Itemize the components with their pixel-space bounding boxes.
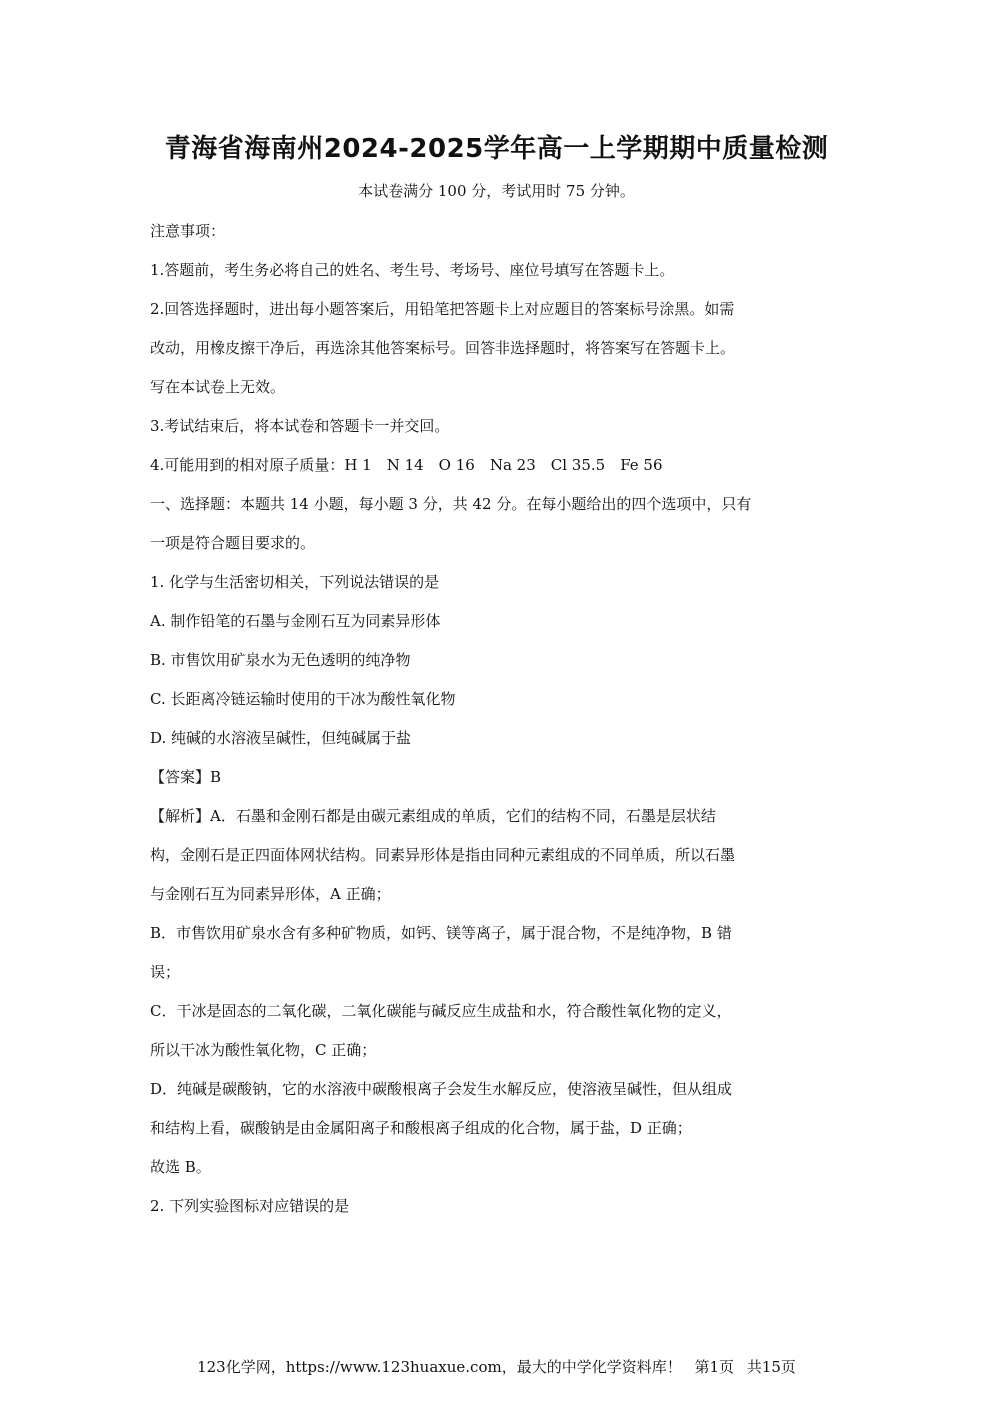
- analysis-b-cont: 误；: [150, 963, 181, 981]
- analysis-c-cont: 所以干冰为酸性氧化物，C 正确；: [150, 1041, 377, 1059]
- notice-item-1: 1.答题前，考生务必将自己的姓名、考生号、考场号、座位号填写在答题卡上。: [150, 261, 675, 279]
- analysis-a: 【解析】A．石墨和金刚石都是由碳元素组成的单质，它们的结构不同，石墨是层状结: [150, 807, 716, 825]
- footer-site: 123化学网，https://www.123huaxue.com，最大的中学化学资料库！: [197, 1358, 682, 1376]
- notice-item-2: 2.回答选择题时，进出每小题答案后，用铅笔把答题卡上对应题目的答案标号涂黑。如需: [150, 300, 735, 318]
- exam-info: 本试卷满分 100 分，考试用时 75 分钟。: [358, 182, 635, 200]
- footer-total-pages: 共15页: [746, 1358, 796, 1376]
- question-1: 1. 化学与生活密切相关，下列说法错误的是: [150, 573, 440, 591]
- conclusion: 故选 B。: [150, 1158, 211, 1176]
- option-a: A. 制作铅笔的石墨与金刚石互为同素异形体: [150, 612, 441, 630]
- analysis-a-cont: 与金刚石互为同素异形体，A 正确；: [150, 885, 391, 903]
- page-footer: [0, 1356, 993, 1377]
- analysis-d: D．纯碱是碳酸钠，它的水溶液中碳酸根离子会发生水解反应，使溶液呈碱性，但从组成: [150, 1080, 733, 1098]
- document-body: [150, 219, 835, 1233]
- question-2: 2. 下列实验图标对应错误的是: [150, 1197, 350, 1215]
- analysis-a-cont: 构，金刚石是正四面体网状结构。同素异形体是指由同种元素组成的不同单质，所以石墨: [150, 846, 736, 864]
- analysis-d-cont: 和结构上看，碳酸钠是由金属阳离子和酸根离子组成的化合物，属于盐，D 正确；: [150, 1119, 692, 1137]
- option-b: B. 市售饮用矿泉水为无色透明的纯净物: [150, 651, 411, 669]
- notice-item-2-cont: 改动，用橡皮擦干净后，再选涂其他答案标号。回答非选择题时，将答案写在答题卡上。: [150, 339, 736, 357]
- footer-page-number: 第1页: [694, 1358, 735, 1376]
- analysis-c: C．干冰是固态的二氧化碳，二氧化碳能与碱反应生成盐和水，符合酸性氧化物的定义，: [150, 1002, 732, 1020]
- analysis-b: B．市售饮用矿泉水含有多种矿物质，如钙、镁等离子，属于混合物，不是纯净物，B 错: [150, 924, 732, 942]
- notice-heading: 注意事项：: [150, 222, 226, 240]
- notice-item-4: 4.可能用到的相对原子质量：H 1 N 14 O 16 Na 23 Cl 35.5 Fe 56: [150, 456, 663, 474]
- answer: 【答案】B: [150, 768, 222, 786]
- section-heading: 一、选择题：本题共 14 小题，每小题 3 分，共 42 分。在每小题给出的四个选项中，只有: [150, 495, 752, 513]
- document-title: 青海省海南州2024-2025学年高一上学期期中质量检测: [164, 134, 829, 164]
- option-d: D. 纯碱的水溶液呈碱性，但纯碱属于盐: [150, 729, 412, 747]
- option-c: C. 长距离冷链运输时使用的干冰为酸性氧化物: [150, 690, 456, 708]
- notice-item-3: 3.考试结束后，将本试卷和答题卡一并交回。: [150, 417, 450, 435]
- notice-item-2-cont: 写在本试卷上无效。: [150, 378, 286, 396]
- section-heading-cont: 一项是符合题目要求的。: [150, 534, 316, 552]
